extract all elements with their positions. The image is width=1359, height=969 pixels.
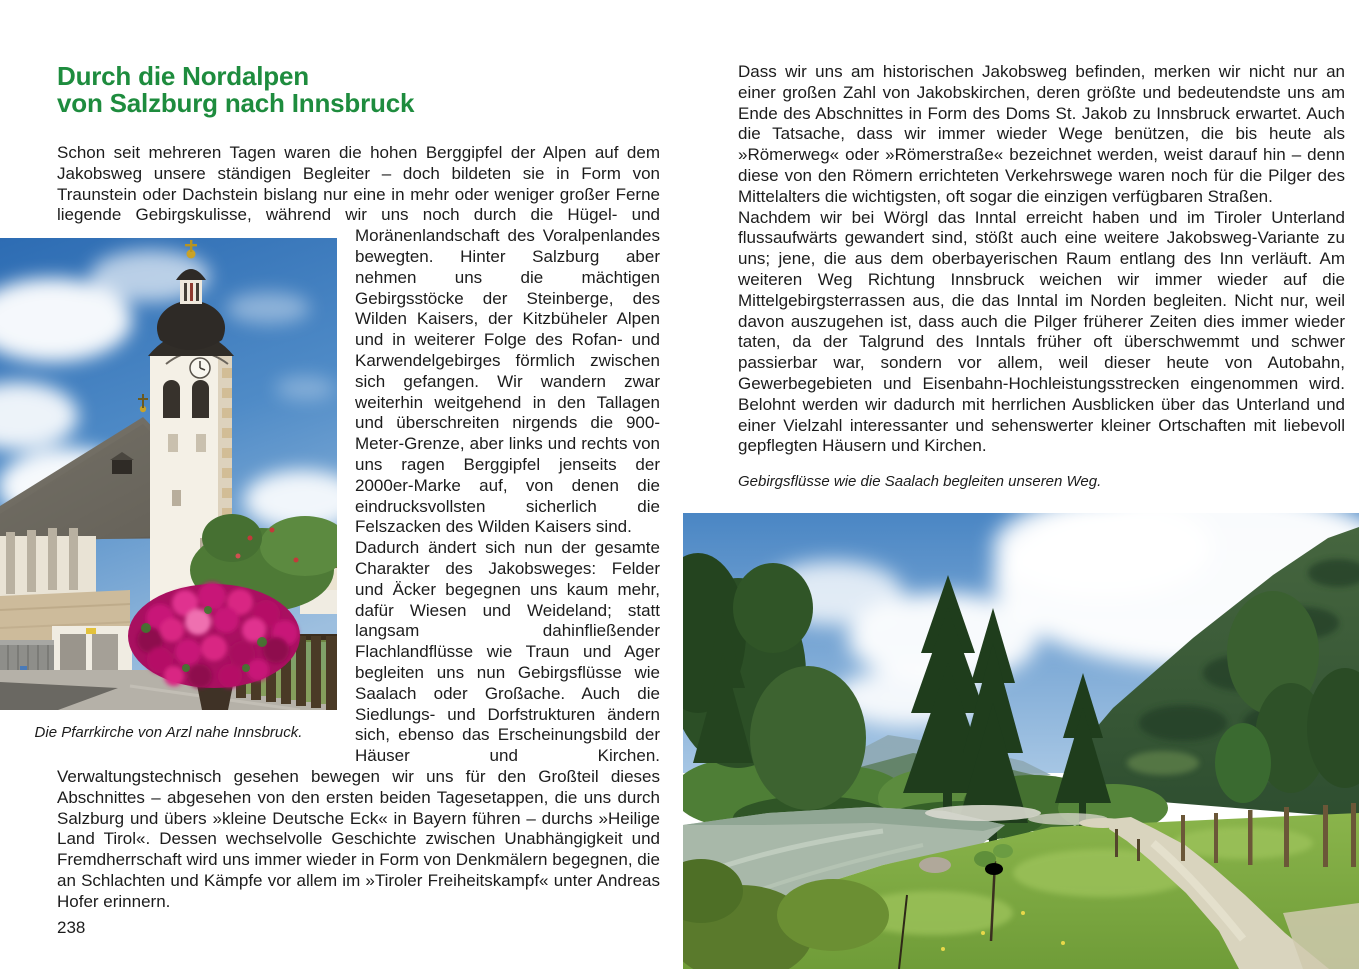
church-figure	[0, 238, 337, 764]
river-photo	[683, 513, 1359, 969]
body-paragraph	[738, 208, 1345, 458]
chapter-title	[57, 63, 660, 117]
church-photo-caption: Die Pfarrkirche von Arzl nahe Innsbruck.	[34, 724, 303, 742]
paragraph-text: Dadurch ändert sich nun der gesamte Charakter des Jakobsweges: Felder und Äcker begegnen uns kaum mehr, dafür Wiesen und Weideland; statt langsam dahinfließender Flachlandflüsse wie Traun und Ager begleiten uns nun Gebirgsflüsse wie Saalach oder Großache. Auch die Siedlungs- und Dorfstrukturen ändern sich, ebenso das Erscheinungsbild der Häuser und Kirchen. Verwaltungstechnisch gesehen bewegen wir uns für den Großteil dieses Abschnittes – abgesehen von den ersten beiden Tagesetappen, die uns durch Salzburg und übers »kleine Deutsche Eck« in Bayern führen – durchs »Heilige Land Tirol«. Dessen wechselvolle Geschichte zwischen Unabhängigkeit und Fremdherrschaft wird uns immer wieder in Form von Denkmälern begegnen, die an Schlachten und Kämpfe vor allem im »Tiroler Freiheitskampf« unter Andreas Hofer erinnern.	[57, 538, 660, 911]
paragraph-text: Dass wir uns am historischen Jakobsweg befinden, merken wir nicht nur an einer großen Zahl von Jakobskirchen, deren größte und bedeutendste uns am Ende des Abschnittes in Form des Doms St. Jakob zu Innsbruck erwartet. Auch die Tatsache, dass wir immer wieder Wege benützen, die bis heute als »Römerweg« oder »Römerstraße« bezeichnet werden, weist darauf hin – denn diese von den Römern errichteten Verkehrswege waren noch für die Pilger des Mittelalters die wichtigsten, oft sogar die einzigen verfügbaren Straßen.	[738, 62, 1345, 206]
chapter-title-line1: Durch die Nordalpen	[57, 61, 309, 91]
paragraph-text: Schon seit mehreren Tagen waren die hohen Berggipfel der Alpen auf dem Jakobsweg unsere ständigen Begleiter – doch bildeten sie in Form von Traunstein oder Dachstein bislang nur eine in mehr oder weniger großer Ferne liegende Gebirgskulisse, während wir uns noch durch die Hügel- und	[57, 143, 660, 225]
river-photo-caption: Gebirgsflüsse wie die Saalach begleiten unseren Weg.	[738, 473, 1102, 491]
church-photo	[0, 238, 337, 710]
chapter-title-line2: von Salzburg nach Innsbruck	[57, 88, 415, 118]
paragraph-text: Moränenlandschaft des Voralpenlandes bewegten. Hinter Salzburg aber nehmen uns die mächtigen Gebirgsstöcke der Steinberge, des Wilden Kaisers, der Kitzbüheler Alpen und in weiterer Folge des Rofan- und Karwendelgebirges förmlich zwischen sich gefangen. Wir wandern zwar weiterhin weitgehend in den Tallagen und überschreiten nirgends die 900-Meter-Grenze, aber links und rechts von uns ragen Berggipfel jenseits der 2000er-Marke auf, von denen die eindrucksvollsten sicherlich die Felszacken des Wilden Kaisers sind.	[355, 226, 660, 537]
right-column-text	[738, 62, 1345, 457]
left-page	[34, 61, 660, 912]
right-page	[738, 62, 1345, 491]
left-column-text	[34, 143, 660, 912]
body-paragraph	[738, 62, 1345, 208]
paragraph-text: Nachdem wir bei Wörgl das Inntal erreicht haben und im Tiroler Unterland flussaufwärts gewandert sind, stößt auch eine weitere Jakobsweg-Variante zu uns; jene, die aus dem oberbayerischen Raum entlang des Inn verläuft. Am weiteren Weg Richtung Innsbruck weichen wir immer wieder auf die Mittelgebirgsterrassen aus, die das Inntal im Norden begleiten. Nicht nur, weil davon auszugehen ist, dass auch die Pilger früherer Zeiten dies immer wieder taten, da der Talgrund des Inntals früher oft überschwemmt und schwer passierbar war, sondern vor allem, weil dieser heute von Autobahn, Gewerbegebieten und Eisenbahn-Hochleistungsstrecken eingenommen wird. Belohnt werden wir dadurch mit herrlichen Ausblicken über das Unterland und einer Vielzahl interessanter und sehenswerter kleiner Ortschaften mit liebevoll gepflegten Häusern und Kirchen.	[738, 207, 1345, 456]
river-figure	[683, 513, 1359, 969]
page-number: 238	[57, 918, 86, 937]
